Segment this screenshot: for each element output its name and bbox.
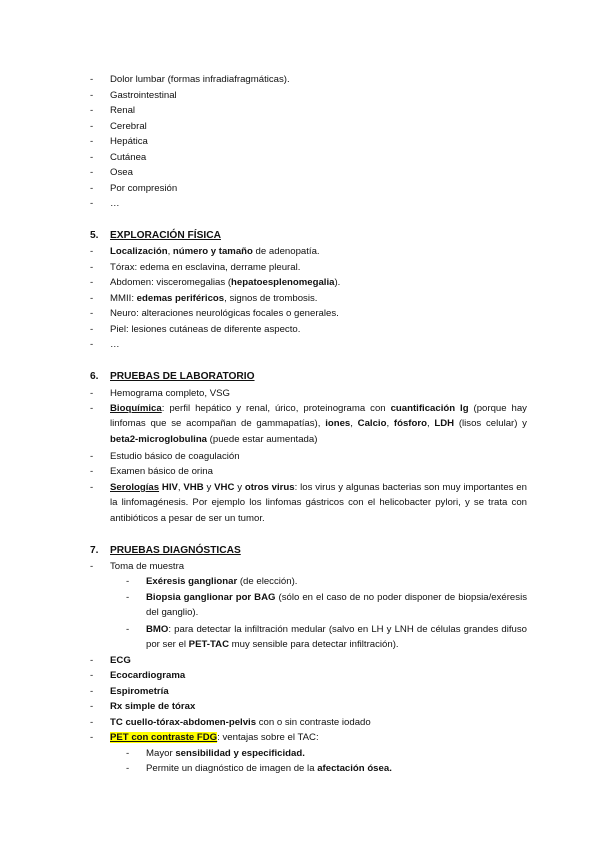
bullet-dash: - [90, 293, 94, 304]
bullet-dash: - [90, 277, 94, 288]
bullet-dash: - [90, 339, 94, 350]
bullet-dash: - [90, 451, 94, 462]
bullet-dash: - [90, 466, 94, 477]
bullet-dash: - [90, 701, 94, 712]
bullet-dash: - [126, 763, 130, 774]
bullet-dash: - [90, 167, 94, 178]
section-number: 6. [90, 371, 99, 382]
bullet-dash: - [90, 90, 94, 101]
list-item-text: Mayor sensibilidad y especificidad. [146, 748, 305, 759]
list-item-text: Gastrointestinal [110, 90, 177, 101]
bullet-dash: - [126, 592, 130, 603]
bullet-dash: - [90, 308, 94, 319]
list-item-text: Hepática [110, 136, 148, 147]
section-title: PRUEBAS DIAGNÓSTICAS [110, 545, 241, 556]
list-item-text: TC cuello-tórax-abdomen-pelvis con o sin contraste iodado [110, 717, 371, 728]
list-item-paragraph: Serologías HIV, VHB y VHC y otros virus: los virus y algunas bacterias son muy importantes en la linfomagénesis. Por ejemplo los linfomas gástricos con el helicobacter pylori, y se trata con antibióticos a pesar de ser un tumor. [110, 482, 527, 524]
list-item-text: Osea [110, 167, 133, 178]
list-item-text: Ecocardiograma [110, 670, 186, 681]
list-item-text: Neuro: alteraciones neurológicas focales o generales. [110, 308, 339, 319]
list-item-text: Hemograma completo, VSG [110, 388, 230, 399]
bullet-dash: - [90, 482, 94, 493]
bullet-dash: - [126, 576, 130, 587]
bullet-dash: - [90, 561, 94, 572]
list-item-text: Espirometría [110, 686, 169, 697]
bullet-dash: - [90, 670, 94, 681]
bullet-dash: - [90, 403, 94, 414]
bullet-dash: - [90, 262, 94, 273]
list-item-text: Estudio básico de coagulación [110, 451, 240, 462]
bullet-dash: - [90, 105, 94, 116]
list-item-text: MMII: edemas periféricos, signos de trombosis. [110, 293, 318, 304]
list-item-text: Por compresión [110, 183, 178, 194]
list-item-text: Tórax: edema en esclavina, derrame pleural. [110, 262, 301, 273]
list-item-text: Exéresis ganglionar (de elección). [146, 576, 298, 587]
list-item-text: … [110, 198, 120, 209]
bullet-dash: - [90, 388, 94, 399]
list-item-text: … [110, 339, 120, 350]
list-item-text: Toma de muestra [110, 561, 185, 572]
list-item-text: Localización, número y tamaño de adenopatía. [110, 246, 320, 257]
bullet-dash: - [90, 732, 94, 743]
highlighted-text: PET con contraste FDG [110, 732, 218, 743]
bullet-dash: - [126, 748, 130, 759]
sub-list-item-paragraph: Biopsia ganglionar por BAG (sólo en el caso de no poder disponer de biopsia/exéresis del ganglio). [146, 592, 527, 619]
bullet-dash: - [90, 717, 94, 728]
list-item-text: Renal [110, 105, 136, 116]
bullet-dash: - [90, 136, 94, 147]
bullet-dash: - [90, 121, 94, 132]
list-item-text: Examen básico de orina [110, 466, 213, 477]
list-item-text: PET con contraste FDG: ventajas sobre el TAC: [110, 732, 319, 743]
bullet-dash: - [90, 246, 94, 257]
bullet-dash: - [126, 624, 130, 635]
list-item-text: Dolor lumbar (formas infradiafragmáticas). [110, 74, 290, 85]
list-item-text: Permite un diagnóstico de imagen de la afectación ósea. [146, 763, 392, 774]
bullet-dash: - [90, 686, 94, 697]
list-item-text: ECG [110, 655, 131, 666]
bullet-dash: - [90, 655, 94, 666]
section-title: PRUEBAS DE LABORATORIO [110, 371, 255, 382]
bullet-dash: - [90, 152, 94, 163]
bullet-dash: - [90, 74, 94, 85]
list-item-text: Cerebral [110, 121, 147, 132]
bullet-dash: - [90, 183, 94, 194]
sub-list-item-paragraph: BMO: para detectar la infiltración medular (salvo en LH y LNH de células grandes difuso por ser el PET-TAC muy sensible para detectar infiltración). [146, 624, 527, 651]
bullet-dash: - [90, 324, 94, 335]
section-number: 7. [90, 545, 99, 556]
section-number: 5. [90, 230, 99, 241]
section-title: EXPLORACIÓN FÍSICA [110, 230, 221, 241]
list-item-text: Cutánea [110, 152, 147, 163]
bullet-dash: - [90, 198, 94, 209]
list-item-paragraph: Bioquímica: perfil hepático y renal, úrico, proteinograma con cuantificación Ig (porque hay linfomas que se acompañan de gammapatías), iones, Calcio, fósforo, LDH (lisos celular) y beta2-microglobulina (puede estar aumentada) [110, 403, 527, 445]
list-item-text: Abdomen: visceromegalias (hepatoesplenomegalia). [110, 277, 341, 288]
list-item-text: Piel: lesiones cutáneas de diferente aspecto. [110, 324, 301, 335]
list-item-text: Rx simple de tórax [110, 701, 196, 712]
